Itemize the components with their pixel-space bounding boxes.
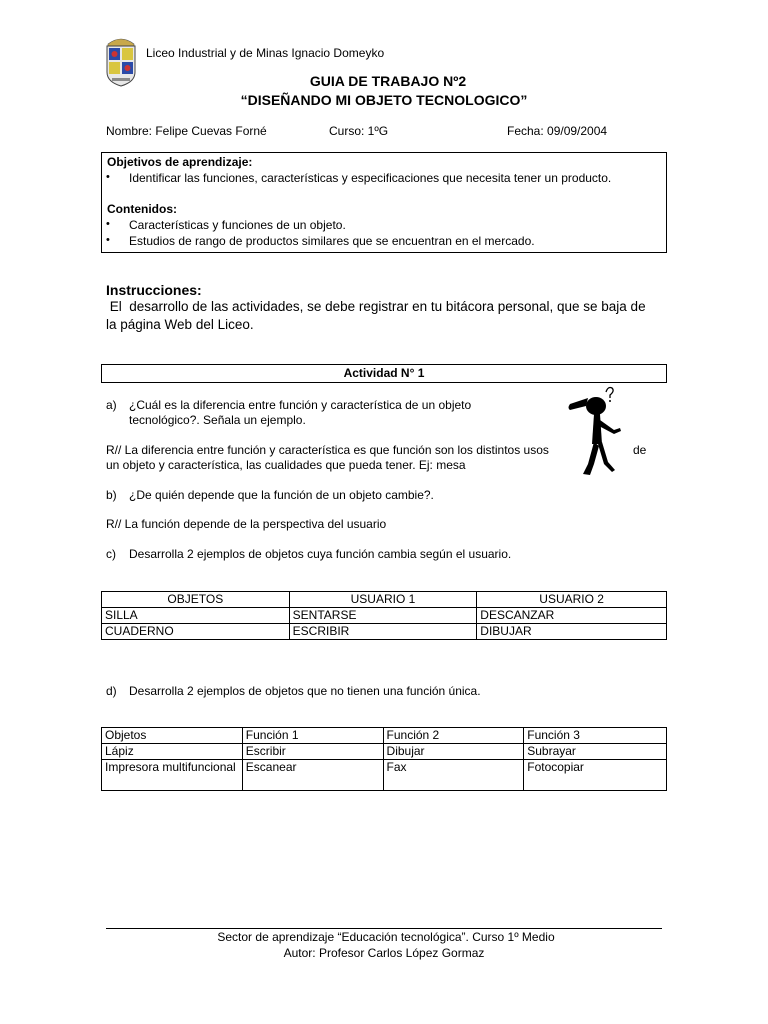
- question-label: c): [106, 547, 116, 561]
- answer-a: R// La diferencia entre función y característica es que función son los distintos usos: [106, 443, 549, 457]
- functions-table: [101, 727, 667, 791]
- table-cell: CUADERNO: [102, 624, 290, 640]
- bullet-icon: •: [106, 171, 110, 183]
- footer-author: Autor: Profesor Carlos López Gormaz: [283, 946, 485, 960]
- bullet-icon: •: [106, 218, 110, 230]
- table-header-cell: Objetos: [102, 728, 243, 744]
- answer-a: un objeto y característica, las cualidades que pueda tener. Ej: mesa: [106, 458, 466, 472]
- table-cell: Lápiz: [102, 744, 243, 760]
- table-header-cell: Función 2: [383, 728, 524, 744]
- instructions-text: la página Web del Liceo.: [106, 317, 254, 332]
- table-cell: DESCANZAR: [477, 608, 667, 624]
- student-date: Fecha: 09/09/2004: [507, 124, 608, 138]
- table-row: [102, 760, 667, 791]
- table-cell: Subrayar: [524, 744, 667, 760]
- activity-title: Actividad N° 1: [343, 366, 425, 380]
- table-row: [102, 608, 667, 624]
- contents-heading: Contenidos:: [107, 202, 177, 216]
- table-header-cell: USUARIO 2: [477, 592, 667, 608]
- objectives-heading: Objetivos de aprendizaje:: [107, 155, 253, 169]
- question-a: tecnológico?. Señala un ejemplo.: [129, 413, 306, 427]
- instructions-heading: Instrucciones:: [106, 282, 202, 298]
- table-row: [102, 744, 667, 760]
- table-row: [102, 624, 667, 640]
- bullet-icon: •: [106, 234, 110, 246]
- footer-sector: Sector de aprendizaje “Educación tecnológica”. Curso 1º Medio: [217, 930, 555, 944]
- objective-item: Identificar las funciones, características y especificaciones que necesita tener un producto.: [129, 171, 612, 185]
- table-cell: Dibujar: [383, 744, 524, 760]
- school-name: Liceo Industrial y de Minas Ignacio Domeyko: [146, 46, 385, 60]
- page-title: GUIA DE TRABAJO Nº2: [309, 73, 467, 89]
- question-a: ¿Cuál es la diferencia entre función y característica de un objeto: [129, 398, 472, 412]
- table-cell: SILLA: [102, 608, 290, 624]
- student-course: Curso: 1ºG: [329, 124, 389, 138]
- question-label: b): [106, 488, 117, 502]
- table-header-cell: USUARIO 1: [289, 592, 477, 608]
- question-label: d): [106, 684, 117, 698]
- question-label: a): [106, 398, 117, 412]
- table-cell: Fotocopiar: [524, 760, 667, 791]
- table-cell: DIBUJAR: [477, 624, 667, 640]
- footer-divider: [106, 928, 662, 929]
- table-header-cell: Función 1: [242, 728, 383, 744]
- page-subtitle: “DISEÑANDO MI OBJETO TECNOLOGICO”: [240, 92, 528, 108]
- table-cell: SENTARSE: [289, 608, 477, 624]
- content-item: Estudios de rango de productos similares que se encuentran en el mercado.: [129, 234, 535, 248]
- table-cell: ESCRIBIR: [289, 624, 477, 640]
- table-cell: Impresora multifuncional: [102, 760, 243, 791]
- question-b: ¿De quién depende que la función de un objeto cambie?.: [129, 488, 434, 502]
- table-cell: Escribir: [242, 744, 383, 760]
- answer-a-de: de: [633, 443, 647, 457]
- users-table: [101, 591, 667, 640]
- thinking-figure-icon: [566, 384, 632, 480]
- table-header-row: [102, 592, 667, 608]
- question-c: Desarrolla 2 ejemplos de objetos cuya función cambia según el usuario.: [129, 547, 512, 561]
- content-item: Características y funciones de un objeto.: [129, 218, 346, 232]
- student-name: Nombre: Felipe Cuevas Forné: [106, 124, 267, 138]
- answer-b: R// La función depende de la perspectiva del usuario: [106, 517, 387, 531]
- table-header-cell: OBJETOS: [102, 592, 290, 608]
- table-header-cell: Función 3: [524, 728, 667, 744]
- table-cell: Fax: [383, 760, 524, 791]
- table-cell: Escanear: [242, 760, 383, 791]
- table-header-row: [102, 728, 667, 744]
- question-d: Desarrolla 2 ejemplos de objetos que no tienen una función única.: [129, 684, 481, 698]
- instructions-text: El desarrollo de las actividades, se debe registrar en tu bitácora personal, que se baja de: [106, 299, 646, 314]
